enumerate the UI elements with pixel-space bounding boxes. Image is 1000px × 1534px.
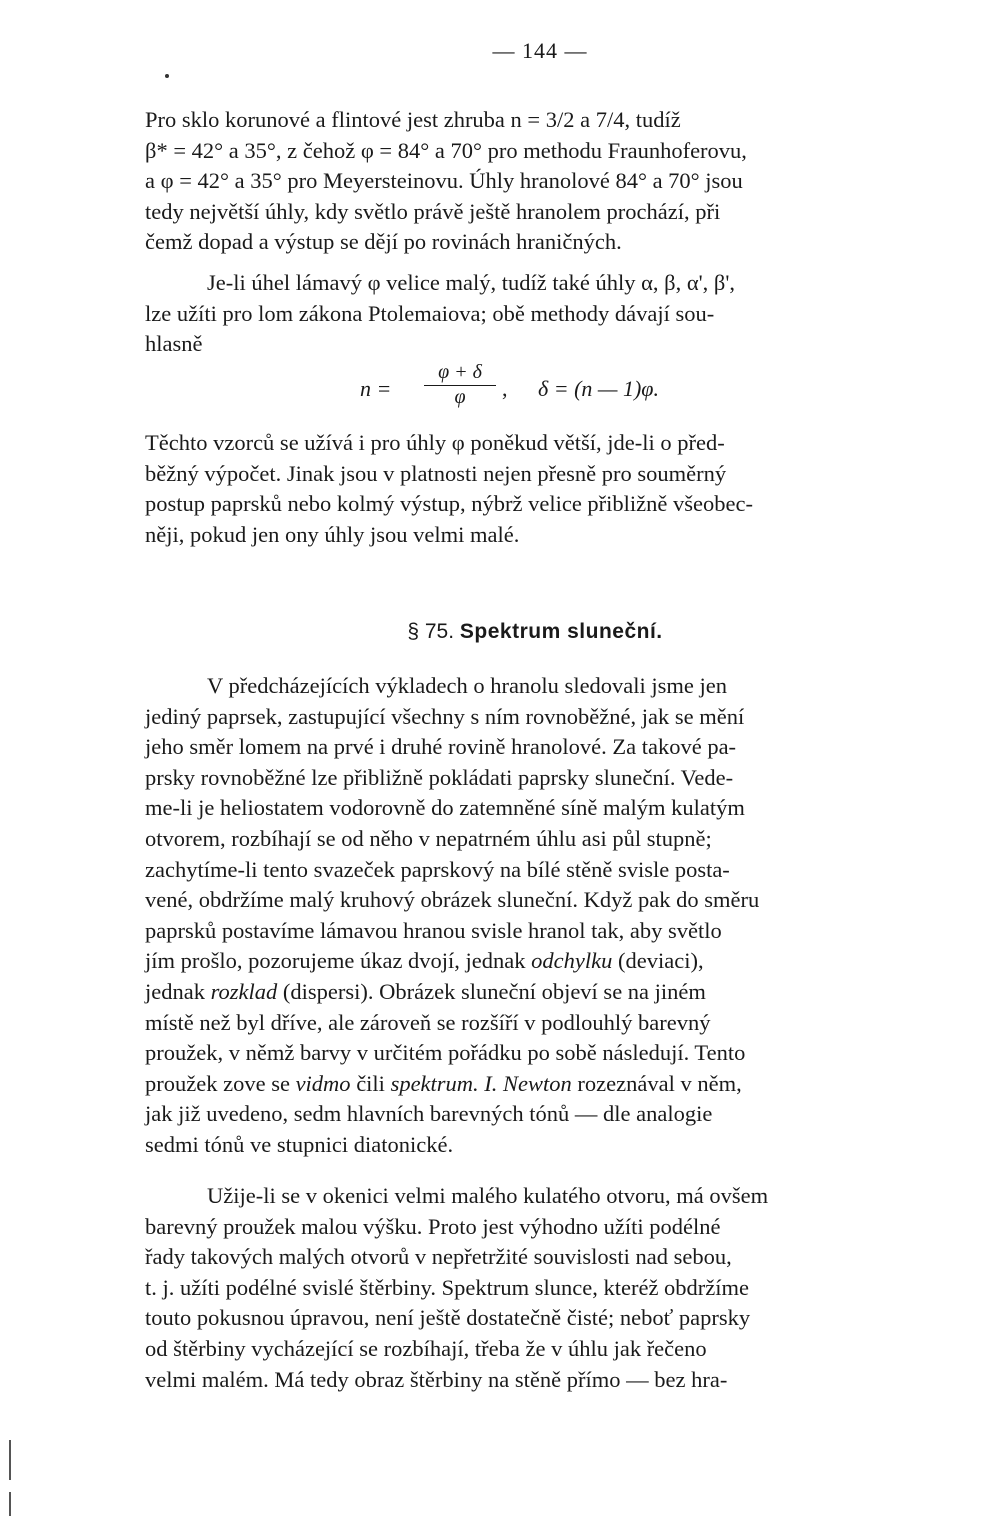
text-run: jednak [145,978,205,1004]
text-line [145,1069,931,1100]
text-line: Pro sklo korunové a flintové jest zhruba n = 3/2 a 7/4, tudíž [145,107,681,132]
text-line: řady takových malých otvorů v nepřetržité souvislosti nad sebou, [145,1244,732,1270]
paragraph-4 [145,671,931,1161]
print-speck [165,74,169,78]
text-line: od štěrbiny vycházející se rozbíhají, třeba že v úhlu jak řečeno [145,1335,707,1361]
section-number: § 75. [407,620,455,643]
text-line: a φ = 42° a 35° pro Meyersteinovu. Úhly hranolové 84° a 70° jsou [145,168,743,194]
text-run: (deviaci), [618,948,704,974]
formula-lhs: n = [360,376,392,401]
text-line: lze užíti pro lom zákona Ptolemaiova; obě methody dávají sou- [145,300,715,326]
paragraph-5 [145,1181,931,1395]
text-line: V předcházejících výkladech o hranolu sledovali jsme jen [207,673,728,698]
text-line: jediný paprsek, zastupující všechny s ním rovnoběžné, jak se mění [145,703,745,729]
formula-second: δ = (n — 1)φ. [538,376,659,401]
text-line: Těchto vzorců se užívá i pro úhly φ poněkud větší, jde-li o před- [145,430,725,455]
text-line: otvorem, rozbíhají se od něho v nepatrném úhlu asi půl stupně; [145,825,712,851]
text-line: Je-li úhel lámavý φ velice malý, tudíž také úhly α, β, α', β', [207,270,736,295]
text-run: (dispersi). Obrázek sluneční objeví se na jiném [282,978,706,1004]
text-run: proužek zove se [145,1070,290,1096]
text-line: jak již uvedeno, sedm hlavních barevných tónů — dle analogie [145,1101,713,1127]
formula-denominator: φ [454,386,466,408]
text-line: zachytíme-li tento svazeček paprskový na bílé stěně svisle posta- [145,856,730,882]
paragraph-1 [145,105,931,258]
emphasis: spektrum. I. Newton [390,1070,572,1096]
text-run: čili [356,1070,385,1096]
section-title: Spektrum sluneční. [459,620,663,643]
formula [360,360,780,420]
text-line: Užije-li se v okenici velmi malého kulatého otvoru, má ovšem [207,1183,769,1208]
formula-fraction [420,360,500,408]
text-line: hlasně [145,331,203,357]
text-line: vené, obdržíme malý kruhový obrázek sluneční. Když pak do směru [145,887,760,913]
section-heading [0,620,1000,644]
paragraph-2 [145,268,931,360]
text-line: velmi malém. Má tedy obraz štěrbiny na stěně přímo — bez hra- [145,1366,728,1392]
text-run: jím prošlo, pozorujeme úkaz dvojí, jednak [145,948,526,974]
text-line [145,977,931,1008]
text-line: čemž dopad a výstup se dějí po rovinách hraničných. [145,229,622,255]
text-line: t. j. užíti podélné svislé štěrbiny. Spektrum slunce, kteréž obdržíme [145,1274,750,1300]
text-line: me-li je heliostatem vodorovně do zatemněné síně malým kulatým [145,795,745,821]
text-line: sedmi tónů ve stupnici diatonické. [145,1131,454,1157]
text-line: prsky rovnoběžné lze přibližně pokládati paprsky sluneční. Vede- [145,764,734,790]
paragraph-3 [145,428,931,550]
text-run: rozeznával v něm, [577,1070,742,1096]
text-line: místě než byl dříve, ale zároveň se rozšíří v podlouhlý barevný [145,1009,711,1035]
text-line: něji, pokud jen ony úhly jsou velmi malé. [145,521,520,547]
scan-edge-mark [9,1492,11,1516]
text-line: tedy největší úhly, kdy světlo právě ještě hranolem prochází, při [145,198,721,224]
text-line: touto pokusnou úpravou, není ještě dostatečně čisté; neboť paprsky [145,1305,751,1331]
text-line [145,946,931,977]
emphasis: odchylku [531,948,613,974]
page-number: — 144 — [492,38,588,63]
formula-numerator: φ + δ [438,361,482,383]
text-line: paprsků postavíme lámavou hranou svisle hranol tak, aby světlo [145,917,722,943]
text-line: β* = 42° a 35°, z čehož φ = 84° a 70° pro methodu Fraunhoferovu, [145,137,747,163]
text-line: proužek, v němž barvy v určitém pořádku po sobě následují. Tento [145,1040,746,1066]
emphasis: rozklad [210,978,278,1004]
emphasis: vidmo [295,1070,351,1096]
text-line: barevný proužek malou výšku. Proto jest výhodno užíti podélné [145,1213,721,1239]
formula-separator: , [502,376,508,401]
text-line: běžný výpočet. Jinak jsou v platnosti nejen přesně pro souměrný [145,460,727,486]
scan-edge-mark [9,1440,11,1480]
text-line: postup paprsků nebo kolmý výstup, nýbrž velice přibližně všeobec- [145,491,753,517]
text-line: jeho směr lomem na prvé i druhé rovině hranolové. Za takové pa- [145,734,737,760]
